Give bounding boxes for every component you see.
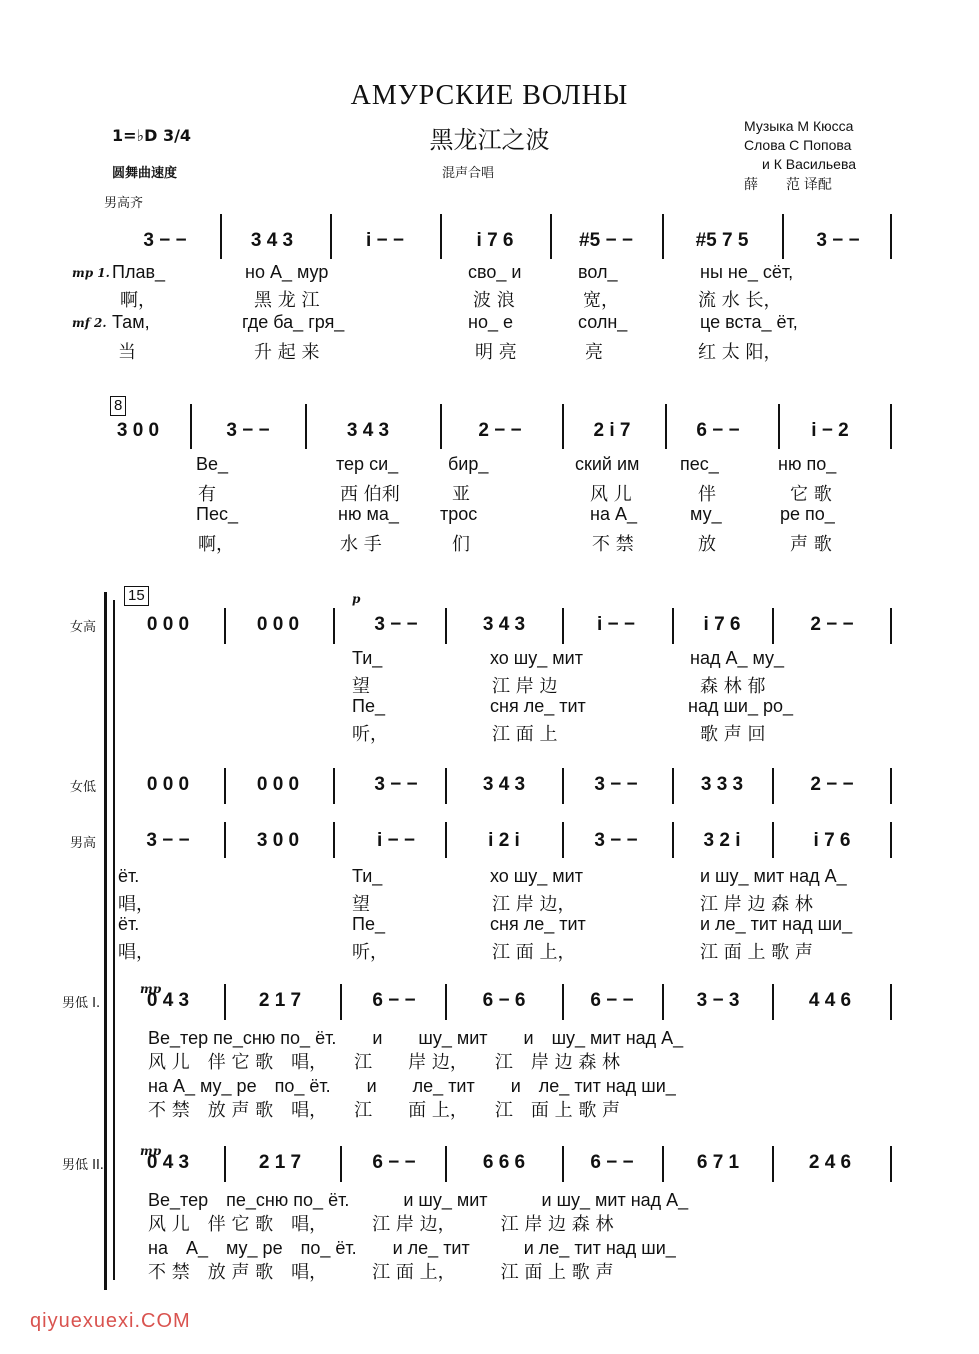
lyric: Там,: [112, 312, 150, 332]
lyric-cn: 当: [118, 342, 136, 363]
lyric-cn: 伴: [698, 484, 716, 505]
lyric: но_ е: [468, 312, 513, 332]
lyric-cn: 升 起 来: [254, 342, 320, 363]
lyric-cn: 西 伯利: [340, 484, 400, 505]
measure: 6 − −: [372, 990, 416, 1011]
measure: 0 0 0: [146, 774, 190, 795]
lyric-cn: 风 儿 伴 它 歌 唱， 江 岸 边， 江 岸 边 森 林: [148, 1214, 614, 1235]
measure: 6 7 1: [696, 1152, 740, 1173]
measure: 3 4 3: [482, 774, 526, 795]
measure: i 7 6: [476, 230, 514, 251]
lyric: хо шу_ мит: [490, 648, 583, 668]
lyric: сня ле_ тит: [490, 696, 586, 716]
measure: 2 − −: [478, 420, 522, 441]
measure: i − −: [596, 614, 636, 635]
lyric: и шу_ мит над А_: [700, 866, 847, 886]
lyric-cn: 不 禁: [592, 534, 634, 555]
lyric-cn: 江 岸 边，: [492, 894, 576, 915]
lyric-cn: 不 禁 放 声 歌 唱， 江 面 上， 江 面 上 歌 声: [148, 1100, 621, 1121]
start-voice-label: 男高齐: [104, 196, 144, 211]
measure-number: 15: [124, 586, 149, 606]
dynamic-mark: mp: [140, 1144, 162, 1158]
measure: 3 − −: [594, 830, 638, 851]
lyric-cn: 它 歌: [790, 484, 832, 505]
measure: #5 7 5: [695, 230, 749, 251]
tempo-marking: 圆舞曲速度: [112, 166, 178, 181]
measure: 2 1 7: [258, 990, 302, 1011]
voice-label-tenor: 男高: [70, 836, 97, 851]
dynamic-mark: mp: [140, 982, 162, 996]
credit-words-2: и К Васильева: [762, 156, 857, 172]
measure: 2 i 7: [593, 420, 631, 441]
lyric-cn: 唱，: [118, 894, 154, 915]
measure: 6 − −: [372, 1152, 416, 1173]
lyric: Ве_: [196, 454, 229, 474]
measure: i − −: [376, 830, 416, 851]
measure: 3 4 3: [482, 614, 526, 635]
measure: 4 4 6: [808, 990, 852, 1011]
measure: 3 3 3: [700, 774, 744, 795]
genre-label: 混声合唱: [442, 166, 495, 181]
lyric-cn: 江 岸 边 森 林: [700, 894, 813, 915]
lyric-cn: 亮: [585, 342, 603, 363]
lyric: сня ле_ тит: [490, 914, 586, 934]
measure: i 2 i: [488, 830, 520, 851]
measure: 3 0 0: [256, 830, 300, 851]
watermark: qiyuexuexi.COM: [30, 1310, 191, 1332]
lyric-cn: 听，: [352, 724, 388, 745]
voice-label-alto: 女低: [70, 780, 97, 795]
lyric-cn: 波 浪: [473, 290, 515, 311]
credit-music: Музыка М Кюсса: [744, 118, 854, 134]
measure: i − −: [365, 230, 405, 251]
lyric: Ти_: [352, 866, 383, 886]
lyric-cn: 流 水 长，: [698, 290, 782, 311]
lyric: ский им: [575, 454, 640, 474]
measure: 0 4 3: [146, 990, 190, 1011]
measure: 3 − 3: [696, 990, 740, 1011]
lyric: му_: [690, 504, 722, 524]
measure: 6 6 6: [482, 1152, 526, 1173]
lyric-cn: 听，: [352, 942, 388, 963]
measure: 0 0 0: [146, 614, 190, 635]
lyric: Пе_: [352, 914, 385, 934]
credit-translator: 薛 范 译配: [744, 176, 832, 192]
measure-number: 8: [110, 396, 126, 416]
lyric: ны не_ сёт,: [700, 262, 794, 282]
lyric-cn: 望: [352, 894, 370, 915]
measure: 3 2 i: [703, 830, 741, 851]
lyric-cn: 望: [352, 676, 370, 697]
measure: 6 − −: [590, 990, 634, 1011]
voice-label-soprano: 女高: [70, 620, 97, 635]
lyric-cn: 明 亮: [475, 342, 517, 363]
measure: 3 − −: [146, 830, 190, 851]
credit-words: Слова С Попова: [744, 137, 852, 153]
lyric-cn: 风 儿: [590, 484, 632, 505]
measure: i 7 6: [813, 830, 851, 851]
lyric-cn: 啊，: [120, 290, 156, 311]
song-title: АМУРСКИЕ ВОЛНЫ: [350, 80, 629, 111]
lyric: над А_ му_: [690, 648, 785, 668]
measure: i 7 6: [703, 614, 741, 635]
lyric-cn: 风 儿 伴 它 歌 唱， 江 岸 边， 江 岸 边 森 林: [148, 1052, 621, 1073]
lyric: на А_: [590, 504, 637, 524]
measure: 3 4 3: [250, 230, 294, 251]
lyric: где ба_ гря_: [242, 312, 345, 332]
lyric: пес_: [680, 454, 719, 474]
dynamic-mark: mp 1.: [72, 266, 110, 280]
lyric-cn: 有: [198, 484, 216, 505]
lyric-cn: 江 岸 边: [492, 676, 558, 697]
voice-label-bass-1: 男低 I.: [62, 996, 101, 1011]
measure: 3 − −: [816, 230, 860, 251]
measure: 0 4 3: [146, 1152, 190, 1173]
voice-label-bass-2: 男低 II.: [62, 1158, 104, 1173]
measure: 3 − −: [594, 774, 638, 795]
lyric: ню ма_: [338, 504, 399, 524]
measure: #5 − −: [579, 230, 633, 251]
dynamic-mark: p: [352, 592, 361, 606]
lyric: бир_: [448, 454, 489, 474]
measure: 3 4 3: [346, 420, 390, 441]
measure: 2 − −: [810, 774, 854, 795]
lyric: Пе_: [352, 696, 385, 716]
lyric: Ти_: [352, 648, 383, 668]
measure: 6 − 6: [482, 990, 526, 1011]
lyric: хо шу_ мит: [490, 866, 583, 886]
lyric: над ши_ ро_: [688, 696, 793, 716]
lyric-cn: 啊，: [198, 534, 234, 555]
measure: 0 0 0: [256, 614, 300, 635]
lyric-cn: 森 林 郁: [700, 676, 766, 697]
measure: 2 − −: [810, 614, 854, 635]
measure: 2 1 7: [258, 1152, 302, 1173]
lyric: сво_ и: [468, 262, 522, 282]
lyric-cn: 江 面 上，: [492, 942, 576, 963]
lyric-cn: 们: [452, 534, 470, 555]
lyric: ёт.: [118, 866, 140, 886]
lyric-cn: 不 禁 放 声 歌 唱， 江 面 上， 江 面 上 歌 声: [148, 1262, 614, 1283]
measure: 0 0 0: [256, 774, 300, 795]
lyric: но А_ мур: [245, 262, 329, 282]
measure: 3 − −: [143, 230, 187, 251]
lyric: на А_ му_ ре по_ ёт. и ле_ тит и ле_ тит над ши_: [148, 1238, 676, 1258]
lyric: трос: [440, 504, 478, 524]
lyric-cn: 亚: [452, 484, 470, 505]
lyric-cn: 江 面 上 歌 声: [700, 942, 813, 963]
lyric-cn: 宽，: [583, 290, 619, 311]
lyric: Плав_: [112, 262, 166, 282]
measure: 3 − −: [374, 774, 418, 795]
lyric-cn: 唱，: [118, 942, 154, 963]
lyric: Пес_: [196, 504, 238, 524]
song-subtitle: 黑龙江之波: [429, 126, 550, 154]
lyric-cn: 水 手: [340, 534, 382, 555]
lyric-cn: 江 面 上: [492, 724, 558, 745]
lyric: солн_: [578, 312, 628, 332]
lyric-cn: 黑 龙 江: [254, 290, 320, 311]
measure: 3 − −: [374, 614, 418, 635]
key-signature: 1=♭D 3/4: [112, 126, 192, 145]
lyric: це вста_ ёт,: [700, 312, 798, 332]
dynamic-mark: mf 2.: [72, 316, 107, 330]
lyric-cn: 放: [698, 534, 716, 555]
measure: 3 − −: [226, 420, 270, 441]
lyric: вол_: [578, 262, 618, 282]
lyric-cn: 声 歌: [790, 534, 832, 555]
measure: 2 4 6: [808, 1152, 852, 1173]
lyric: Ве_тер пе_сню по_ ёт. и шу_ мит и шу_ мит над А_: [148, 1028, 684, 1048]
lyric: тер си_: [336, 454, 399, 474]
measure: 6 − −: [590, 1152, 634, 1173]
lyric: на А_ му_ ре по_ ёт. и ле_ тит и ле_ тит над ши_: [148, 1076, 676, 1096]
measure: 3 0 0: [116, 420, 160, 441]
lyric: ню по_: [778, 454, 837, 474]
measure: i − 2: [811, 420, 849, 441]
measure: 6 − −: [696, 420, 740, 441]
lyric: Ве_тер пе_сню по_ ёт. и шу_ мит и шу_ мит над А_: [148, 1190, 689, 1210]
lyric-cn: 红 太 阳，: [698, 342, 782, 363]
lyric: ре по_: [780, 504, 835, 524]
lyric: ёт.: [118, 914, 140, 934]
lyric: и ле_ тит над ши_: [700, 914, 853, 934]
lyric-cn: 歌 声 回: [700, 724, 766, 745]
